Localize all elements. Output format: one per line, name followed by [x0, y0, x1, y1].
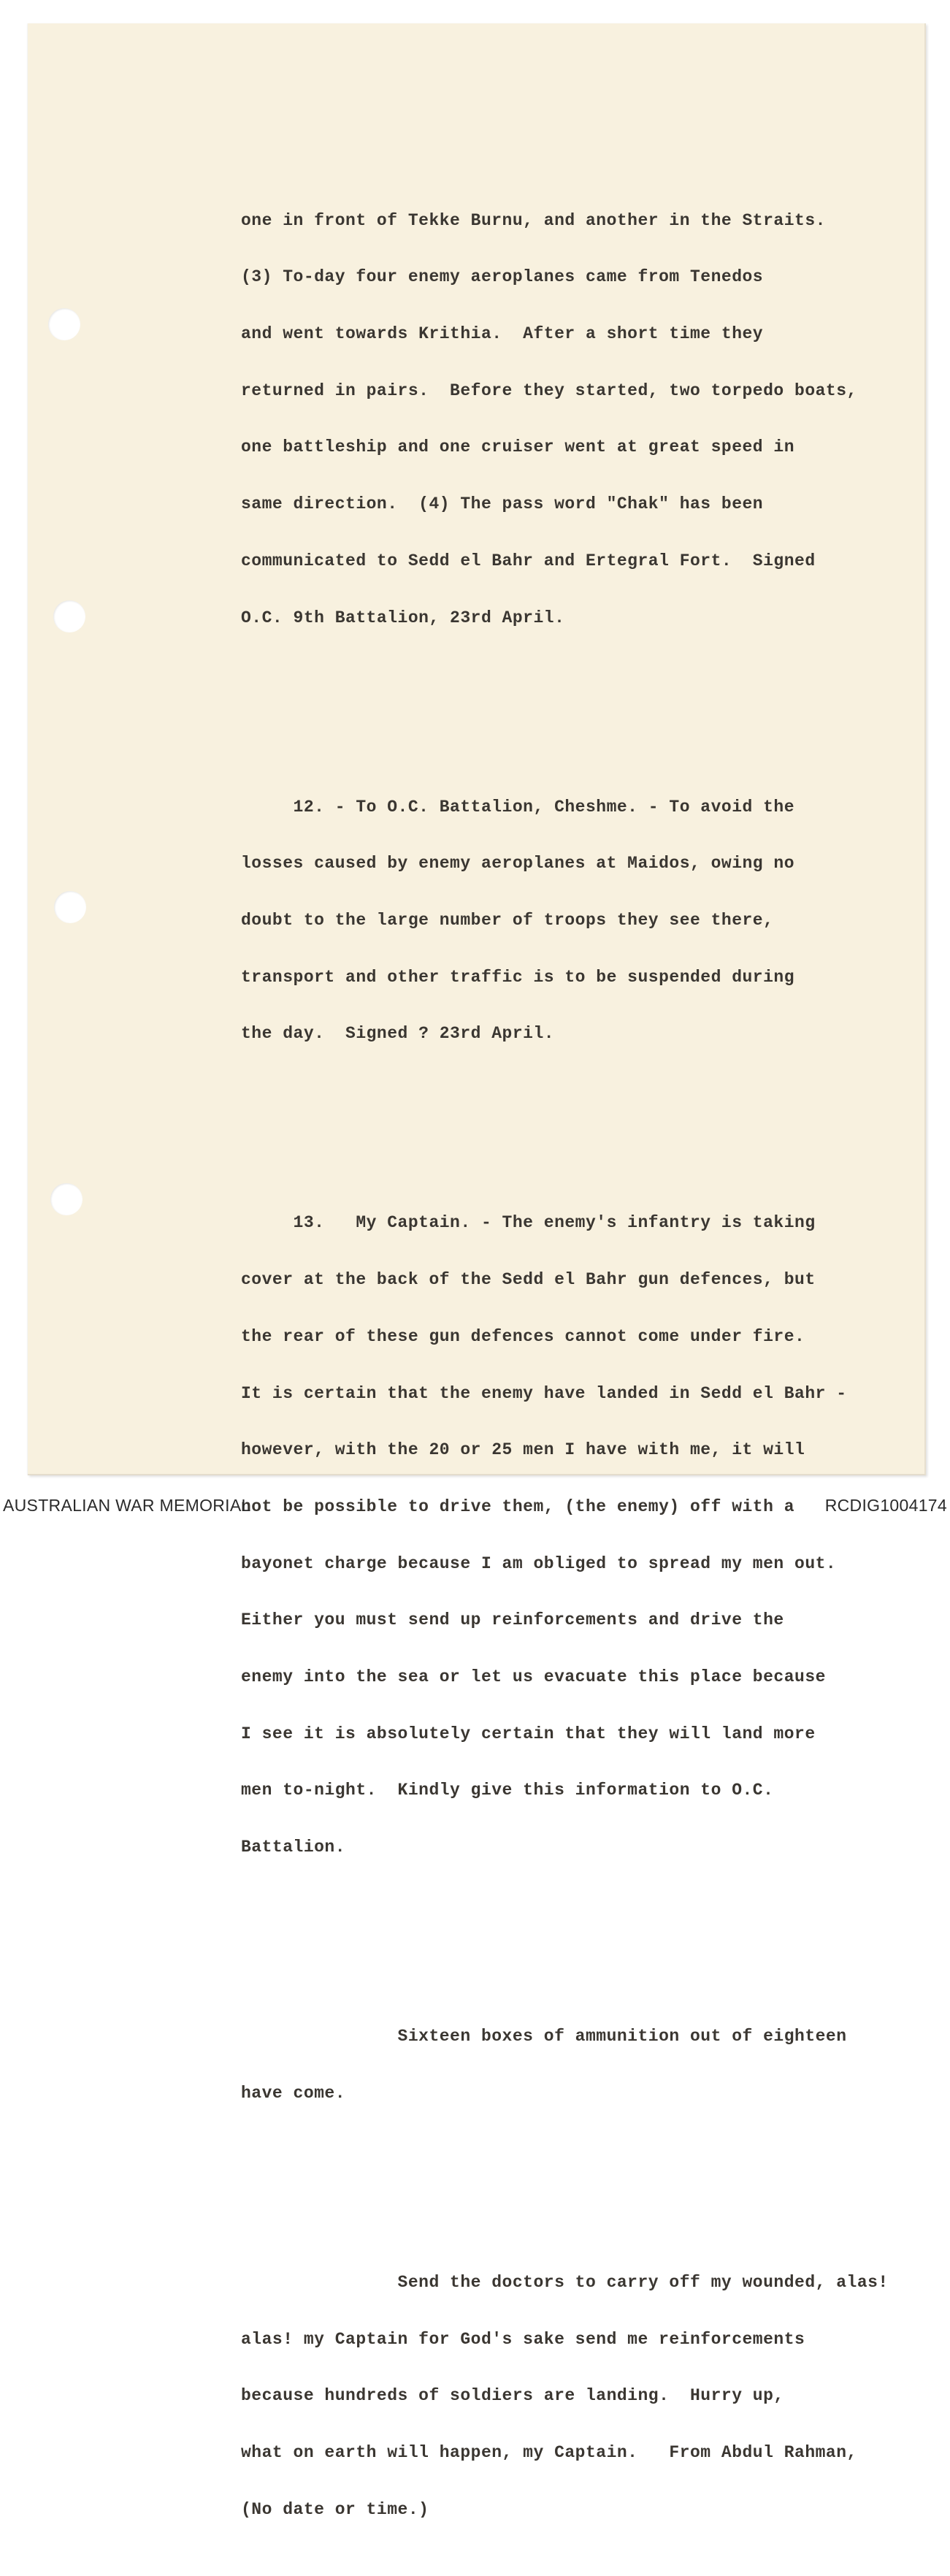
paragraph-gap: [241, 1120, 920, 1139]
text-line: returned in pairs. Before they started, two torpedo boats,: [241, 381, 857, 400]
text-line: and went towards Krithia. After a short time they: [241, 324, 764, 344]
punch-hole-3: [54, 891, 86, 923]
text-line: enemy into the sea or let us evacuate this place because: [241, 1667, 826, 1687]
text-line: communicated to Sedd el Bahr and Ertegral Fort. Signed: [241, 551, 816, 570]
typed-text-body: [241, 136, 920, 2576]
text-line: doubt to the large number of troops they see there,: [241, 910, 774, 930]
text-line: because hundreds of soldiers are landing. Hurry up,: [241, 2386, 784, 2406]
paragraph-doctors: [241, 2236, 920, 2557]
text-line: one battleship and one cruiser went at great speed in: [241, 437, 795, 457]
text-line: O.C. 9th Battalion, 23rd April.: [241, 608, 565, 627]
paragraph-ammunition: [241, 1990, 920, 2141]
text-line: same direction. (4) The pass word "Chak" has been: [241, 494, 764, 514]
text-line: It is certain that the enemy have landed in Sedd el Bahr -: [241, 1383, 847, 1403]
punch-hole-4: [50, 1183, 83, 1215]
paragraph-gap: [241, 703, 920, 722]
text-line: 12. - To O.C. Battalion, Cheshme. - To avoid the: [241, 797, 795, 817]
text-line: not be possible to drive them, (the enemy) off with a: [241, 1497, 795, 1516]
text-line: Either you must send up reinforcements and drive the: [241, 1610, 784, 1630]
text-line: bayonet charge because I am obliged to spread my men out.: [241, 1553, 837, 1573]
paragraph-1: [241, 174, 920, 665]
text-line: Send the doctors to carry off my wounded, alas!: [241, 2272, 889, 2292]
text-line: one in front of Tekke Burnu, and another in the Straits.: [241, 210, 826, 230]
text-line: losses caused by enemy aeroplanes at Maidos, owing no: [241, 854, 795, 874]
paragraph-gap: [241, 2179, 920, 2198]
text-line: men to-night. Kindly give this information to O.C.: [241, 1781, 774, 1800]
footer-record-id: RCDIG1004174: [824, 1496, 947, 1515]
text-line: (No date or time.): [241, 2499, 429, 2519]
text-line: the day. Signed ? 23rd April.: [241, 1024, 555, 1044]
text-line: I see it is absolutely certain that they will land more: [241, 1724, 816, 1743]
text-line: alas! my Captain for God's sake send me reinforcements: [241, 2329, 805, 2349]
text-line: Battalion.: [241, 1838, 346, 1857]
text-line: Sixteen boxes of ammunition out of eighteen: [241, 2027, 847, 2046]
text-line: what on earth will happen, my Captain. From Abdul Rahman,: [241, 2443, 857, 2463]
punch-hole-2: [53, 600, 85, 632]
text-line: 13. My Captain. - The enemy's infantry is taking: [241, 1213, 816, 1233]
text-line: the rear of these gun defences cannot come under fire.: [241, 1326, 805, 1346]
text-line: have come.: [241, 2083, 346, 2103]
text-line: transport and other traffic is to be suspended during: [241, 967, 795, 987]
text-line: (3) To-day four enemy aeroplanes came from Tenedos: [241, 267, 764, 287]
paragraph-13: [241, 1177, 920, 1895]
punch-hole-1: [48, 308, 80, 340]
text-line: however, with the 20 or 25 men I have with me, it will: [241, 1440, 805, 1460]
text-line: cover at the back of the Sedd el Bahr gun defences, but: [241, 1270, 816, 1290]
paragraph-12: [241, 760, 920, 1082]
footer-institution: AUSTRALIAN WAR MEMORIAL: [3, 1496, 251, 1515]
paragraph-gap: [241, 1933, 920, 1952]
